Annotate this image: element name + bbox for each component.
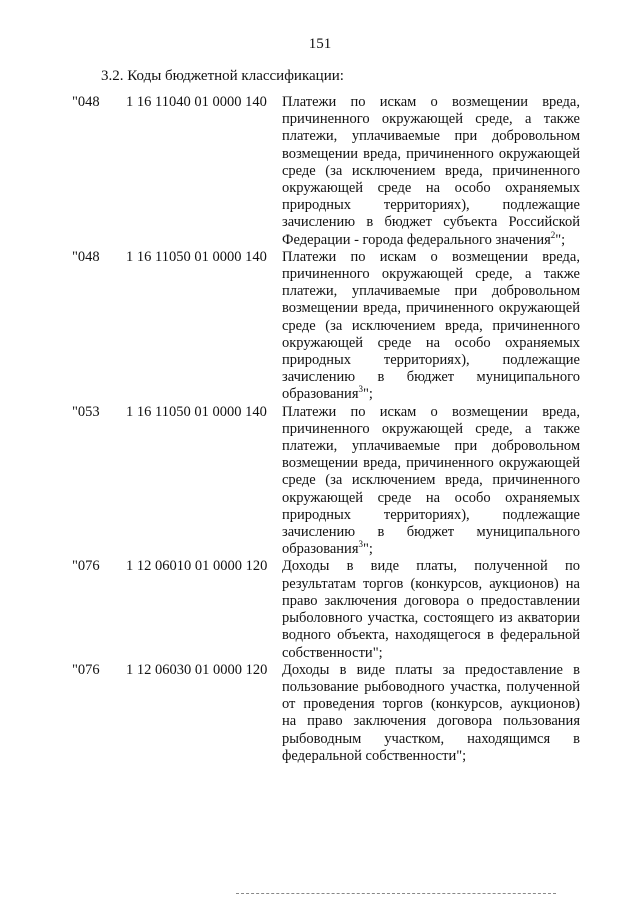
budget-code-entry xyxy=(72,404,592,559)
footnote-marker: 2 xyxy=(550,229,556,240)
description-text: Платежи по искам о возмещении вреда, причиненного окружающей среде, а также платежи, уплачиваемые при добровольном возмещении вреда, причиненного окружающей среде (за исключением вреда, причиненного окружающей среде на особо охраняемых природных территориях), подлежащие зачислению в бюджет муниципального образования xyxy=(282,248,580,403)
admin-code: "048 xyxy=(72,94,100,110)
budget-code-entry xyxy=(72,94,592,249)
budget-classification-code: 1 16 11050 01 0000 140 xyxy=(126,248,267,265)
page-edge-line xyxy=(236,893,556,894)
description-text: Платежи по искам о возмещении вреда, причиненного окружающей среде, а также платежи, уплачиваемые при добровольном возмещении вреда, причиненного окружающей среде (за исключением вреда, причиненного окружающей среде на особо охраняемых природных территориях), подлежащие зачислению в бюджет муниципального образования xyxy=(282,403,580,558)
admin-code: "053 xyxy=(72,403,100,420)
budget-code-entry xyxy=(72,558,592,661)
page-number: 151 xyxy=(308,36,332,52)
budget-code-entry xyxy=(72,249,592,404)
budget-code-list xyxy=(72,94,592,765)
income-description xyxy=(282,662,580,765)
budget-classification-code: 1 16 11040 01 0000 140 xyxy=(126,94,267,110)
budget-classification-code: 1 12 06010 01 0000 120 xyxy=(126,558,268,575)
admin-code: "048 xyxy=(72,248,100,265)
income-description xyxy=(282,404,580,559)
budget-classification-code: 1 16 11050 01 0000 140 xyxy=(126,403,267,420)
description-tail: "; xyxy=(555,231,566,248)
budget-classification-code: 1 12 06030 01 0000 120 xyxy=(126,661,268,678)
income-description xyxy=(282,94,580,249)
description-tail: "; xyxy=(363,541,373,558)
income-description xyxy=(282,558,580,661)
admin-code: "076 xyxy=(72,661,100,678)
description-text: Платежи по искам о возмещении вреда, причиненного окружающей среде, а также платежи, уплачиваемые при добровольном возмещении вреда, причиненного окружающей среде (за исключением вреда, причиненного окружающей среде на особо охраняемых природных территориях), подлежащие зачислению в бюджет субъекта Российской Федерации - города федерального значения xyxy=(282,94,580,248)
description-text: Доходы в виде платы за предоставление в пользование рыбоводного участка, полученной от проведения торгов (конкурсов, аукционов) на право заключения договора пользования рыбоводным участком, находящимся в федеральной собственности"; xyxy=(282,661,580,764)
section-heading: 3.2. Коды бюджетной классификации: xyxy=(101,68,344,84)
description-text: Доходы в виде платы, полученной по результатам торгов (конкурсов, аукционов) на право заключения договора о предоставлении рыболовного участка, состоящего из акватории водного объекта, находящегося в федеральной собственности"; xyxy=(282,558,580,661)
admin-code: "076 xyxy=(72,558,100,575)
budget-code-entry xyxy=(72,662,592,765)
footnote-marker: 3 xyxy=(358,539,363,550)
footnote-marker: 3 xyxy=(358,384,363,395)
description-tail: "; xyxy=(363,386,373,403)
income-description xyxy=(282,249,580,404)
